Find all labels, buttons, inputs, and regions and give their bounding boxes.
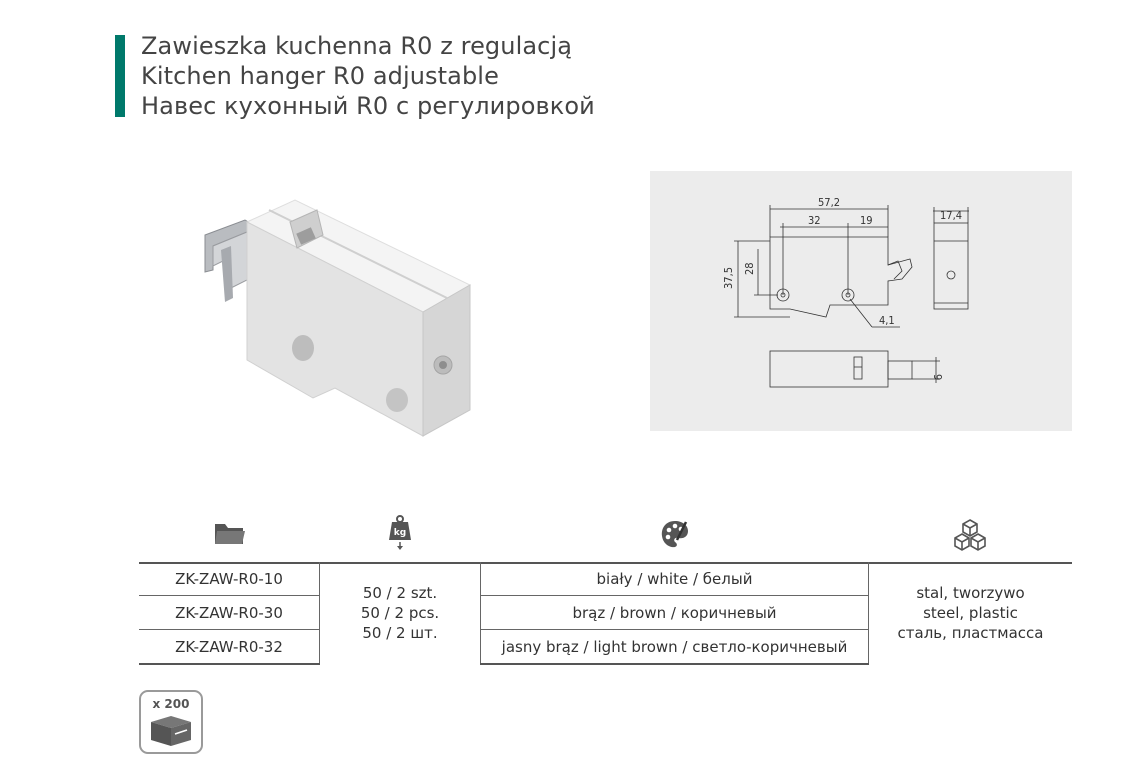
color-cell: brąz / brown / коричневый — [481, 596, 869, 630]
dim-hole-offset: 19 — [860, 214, 873, 227]
quantity-en: 50 / 2 pcs. — [360, 604, 440, 622]
title-english: Kitchen hanger R0 adjustable — [141, 62, 499, 90]
weight-icon — [387, 515, 413, 551]
folder-icon — [213, 520, 247, 548]
quantity-cell — [320, 562, 481, 664]
product-code: ZK-ZAW-R0-10 — [139, 562, 320, 596]
material-cell — [869, 562, 1073, 664]
material-en: steel, plastic — [923, 604, 1018, 622]
material-pl: stal, tworzywo — [916, 584, 1025, 602]
box-icon — [149, 714, 193, 748]
dim-hook-height: 9 — [931, 374, 944, 381]
table-row — [139, 562, 1072, 596]
cubes-icon — [953, 518, 987, 552]
title-russian: Навес кухонный R0 с регулировкой — [141, 92, 595, 120]
product-titles — [141, 31, 595, 121]
quantity-ru: 50 / 2 шт. — [362, 624, 438, 642]
palette-icon — [660, 518, 690, 550]
product-code: ZK-ZAW-R0-32 — [139, 630, 320, 665]
dim-hole-spacing: 32 — [808, 214, 821, 227]
svg-text:kg: kg — [393, 528, 407, 538]
dim-height: 37,5 — [722, 266, 735, 289]
dim-hole-height: 28 — [743, 262, 756, 275]
quantity-pl: 50 / 2 szt. — [362, 584, 438, 602]
product-photo — [185, 190, 485, 450]
dim-depth: 17,4 — [940, 209, 963, 222]
spec-table — [139, 562, 1072, 665]
title-polish: Zawieszka kuchenna R0 z regulacją — [141, 32, 573, 60]
color-cell: biały / white / белый — [481, 562, 869, 596]
material-ru: сталь, пластмасса — [897, 624, 1044, 642]
packaging-label: x 200 — [152, 697, 190, 711]
title-accent-bar — [115, 35, 125, 117]
packaging-badge — [139, 690, 203, 754]
front-view-outline — [770, 237, 912, 317]
color-cell: jasny brąz / light brown / светло-коричневый — [481, 630, 869, 665]
dim-total-length: 57,2 — [818, 196, 841, 209]
dim-hole-diameter: 4,1 — [879, 314, 895, 327]
technical-drawing — [650, 171, 1072, 431]
product-code: ZK-ZAW-R0-30 — [139, 596, 320, 630]
